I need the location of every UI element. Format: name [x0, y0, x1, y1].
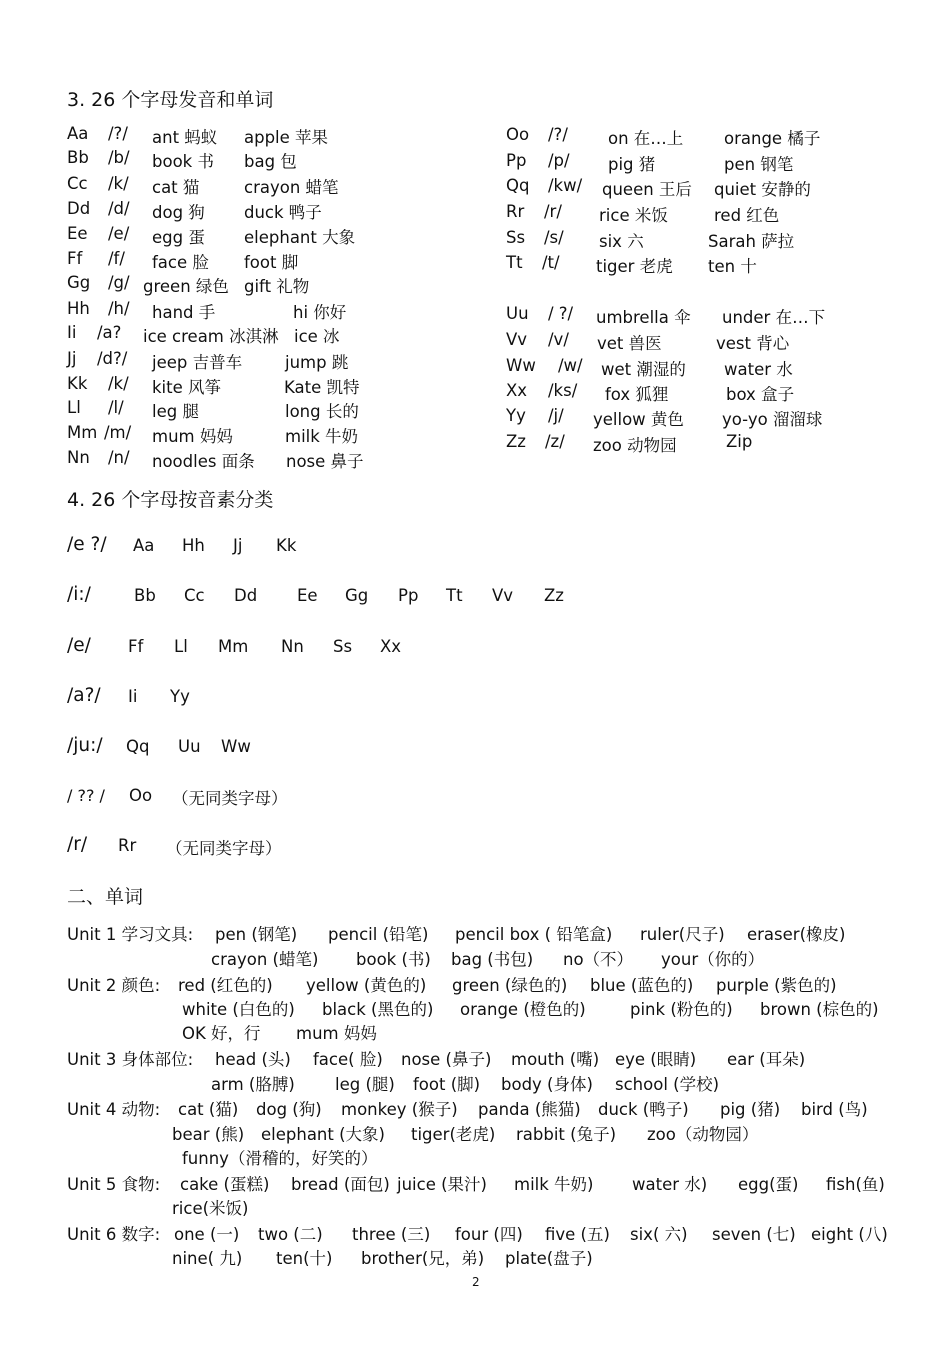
unit-2-word-1-3: pink (粉色的) — [630, 1000, 733, 1019]
letters-right-r7-c1: /v/ — [548, 330, 569, 349]
phoneme-letter-1-7: Vv — [492, 586, 514, 605]
unit-6-word-0-6: seven (七) — [712, 1225, 796, 1244]
letters-right-r6-c0: Uu — [506, 304, 529, 323]
letters-left-r7-c0: Hh — [67, 299, 90, 318]
letters-left-r4-c2: egg 蛋 — [152, 228, 205, 247]
unit-1-word-0-2: pencil box ( 铅笔盒) — [455, 925, 613, 944]
unit-3-word-1-2: foot (脚) — [413, 1075, 481, 1094]
letters-right-r7-c0: Vv — [506, 330, 528, 349]
letters-right-r6-c1: / ?/ — [548, 304, 574, 323]
phoneme-sound-3: /a?/ — [67, 685, 101, 706]
letters-left-r0-c2: ant 蚂蚁 — [152, 128, 218, 147]
letters-left-r10-c2: kite 风筝 — [152, 378, 222, 397]
letters-left-r2-c0: Cc — [67, 174, 88, 193]
unit-5-word-0-2: juice (果汁) — [397, 1175, 487, 1194]
phoneme-letter-2-5: Xx — [380, 637, 402, 656]
letters-left-r9-c3: jump 跳 — [285, 353, 349, 372]
unit-2-word-0-0: red (红色的) — [178, 976, 273, 995]
letters-right-r2-c3: quiet 安静的 — [714, 180, 811, 199]
letters-right-r0-c3: orange 橘子 — [724, 129, 821, 148]
letters-right-r1-c3: pen 钢笔 — [724, 155, 794, 174]
unit-3-word-1-3: body (身体) — [501, 1075, 593, 1094]
unit-2-word-2-1: mum 妈妈 — [296, 1024, 377, 1043]
unit-label-2: Unit 2 颜色: — [67, 976, 161, 995]
unit-2-word-0-4: purple (紫色的) — [716, 976, 837, 995]
letters-left-r4-c3: elephant 大象 — [244, 228, 356, 247]
unit-4-word-1-3: rabbit (兔子) — [516, 1125, 617, 1144]
phoneme-sound-5: / ?? / — [67, 786, 105, 805]
letters-right-r7-c3: vest 背心 — [716, 334, 790, 353]
unit-6-word-0-0: one (一) — [174, 1225, 240, 1244]
phoneme-letter-4-1: Uu — [178, 737, 201, 756]
letters-right-r0-c0: Oo — [506, 125, 530, 144]
unit-3-word-1-0: arm (胳膊) — [211, 1075, 295, 1094]
letters-left-r13-c1: /n/ — [108, 448, 130, 467]
letters-left-r12-c2: mum 妈妈 — [152, 427, 233, 446]
phoneme-letter-1-6: Tt — [446, 586, 463, 605]
letters-left-r8-c1: /a? — [97, 323, 122, 342]
letters-right-r5-c0: Tt — [506, 253, 523, 272]
letters-right-r10-c3: yo-yo 溜溜球 — [722, 410, 823, 429]
page-number: 2 — [472, 1275, 480, 1289]
unit-6-word-0-4: five (五) — [545, 1225, 610, 1244]
phoneme-note-6: （无同类字母） — [166, 839, 282, 858]
letters-left-r11-c1: /l/ — [108, 398, 124, 417]
letters-left-r5-c2: face 脸 — [152, 253, 209, 272]
unit-6-word-0-1: two (二) — [258, 1225, 323, 1244]
unit-5-word-1-0: rice(米饭) — [172, 1199, 249, 1218]
letters-left-r12-c3: milk 牛奶 — [285, 427, 359, 446]
letters-left-r5-c1: /f/ — [108, 249, 125, 268]
letters-left-r7-c3: hi 你好 — [293, 303, 347, 322]
letters-right-r0-c2: on 在…上 — [608, 129, 684, 148]
letters-right-r11-c1: /z/ — [545, 432, 565, 451]
phoneme-sound-4: /ju:/ — [67, 735, 103, 756]
phoneme-letter-4-0: Qq — [126, 737, 150, 756]
unit-3-word-0-1: face( 脸) — [313, 1050, 383, 1069]
phoneme-sound-6: /r/ — [67, 834, 88, 855]
letters-right-r11-c0: Zz — [506, 432, 526, 451]
letters-right-r4-c2: six 六 — [599, 232, 644, 251]
letters-left-r8-c0: Ii — [67, 323, 77, 342]
letters-right-r8-c3: water 水 — [724, 360, 793, 379]
unit-3-word-0-4: eye (眼睛) — [615, 1050, 697, 1069]
letters-left-r6-c2: green 绿色 — [143, 277, 229, 296]
letters-left-r8-c2: ice cream 冰淇淋 — [143, 327, 279, 346]
phoneme-letter-2-2: Mm — [218, 637, 249, 656]
letters-left-r10-c0: Kk — [67, 374, 88, 393]
unit-4-word-1-2: tiger(老虎) — [411, 1125, 496, 1144]
unit-3-word-0-5: ear (耳朵) — [727, 1050, 806, 1069]
letters-right-r9-c3: box 盒子 — [726, 385, 795, 404]
unit-2-word-2-0: OK 好，行 — [182, 1024, 261, 1043]
letters-left-r5-c3: foot 脚 — [244, 253, 299, 272]
letters-right-r9-c1: /ks/ — [548, 381, 578, 400]
unit-1-word-0-0: pen (钢笔) — [215, 925, 298, 944]
letters-right-r2-c0: Qq — [506, 176, 530, 195]
unit-1-word-0-1: pencil (铅笔) — [328, 925, 429, 944]
letters-left-r3-c1: /d/ — [108, 199, 130, 218]
unit-label-3: Unit 3 身体部位: — [67, 1050, 194, 1069]
letters-right-r10-c2: yellow 黄色 — [593, 410, 684, 429]
unit-3-word-0-2: nose (鼻子) — [401, 1050, 492, 1069]
letters-left-r8-c3: ice 冰 — [294, 327, 340, 346]
letters-left-r13-c0: Nn — [67, 448, 90, 467]
unit-6-word-0-2: three (三) — [352, 1225, 431, 1244]
unit-4-word-0-2: monkey (猴子) — [341, 1100, 458, 1119]
phoneme-letter-3-1: Yy — [170, 687, 190, 706]
unit-4-word-0-4: duck (鸭子) — [598, 1100, 689, 1119]
section-heading-phonemes: 4. 26 个字母按音素分类 — [67, 489, 274, 511]
phoneme-letter-1-0: Bb — [134, 586, 156, 605]
phoneme-letter-6-0: Rr — [118, 836, 137, 855]
section-heading-letters: 3. 26 个字母发音和单词 — [67, 89, 274, 111]
phoneme-letter-1-4: Gg — [345, 586, 369, 605]
letters-left-r6-c0: Gg — [67, 273, 91, 292]
unit-2-word-0-1: yellow (黄色的) — [306, 976, 427, 995]
unit-2-word-0-2: green (绿色的) — [452, 976, 568, 995]
unit-1-word-0-4: eraser(橡皮) — [747, 925, 846, 944]
letters-left-r2-c2: cat 猫 — [152, 178, 200, 197]
letters-right-r3-c2: rice 米饭 — [599, 206, 668, 225]
unit-label-6: Unit 6 数字: — [67, 1225, 161, 1244]
letters-left-r6-c1: /g/ — [108, 273, 130, 292]
letters-right-r3-c1: /r/ — [544, 202, 562, 221]
unit-5-word-0-1: bread (面包) — [291, 1175, 390, 1194]
unit-3-word-1-4: school (学校) — [615, 1075, 720, 1094]
phoneme-letter-1-3: Ee — [297, 586, 318, 605]
phoneme-letter-2-1: Ll — [174, 637, 188, 656]
letters-left-r2-c3: crayon 蜡笔 — [244, 178, 339, 197]
unit-5-word-0-4: water 水) — [632, 1175, 708, 1194]
unit-2-word-0-3: blue (蓝色的) — [590, 976, 694, 995]
letters-left-r0-c1: /?/ — [108, 124, 128, 143]
letters-left-r4-c1: /e/ — [108, 224, 130, 243]
letters-left-r13-c2: noodles 面条 — [152, 452, 255, 471]
letters-left-r7-c1: /h/ — [108, 299, 130, 318]
unit-1-word-1-4: your（你的） — [661, 950, 765, 969]
letters-right-r5-c2: tiger 老虎 — [596, 257, 673, 276]
phoneme-letter-0-2: Jj — [233, 536, 243, 555]
unit-1-word-1-1: book (书) — [356, 950, 431, 969]
letters-right-r0-c1: /?/ — [548, 125, 568, 144]
unit-1-word-0-3: ruler(尺子) — [640, 925, 725, 944]
unit-5-word-0-3: milk 牛奶) — [514, 1175, 594, 1194]
letters-right-r10-c0: Yy — [506, 406, 526, 425]
phoneme-letter-3-0: Ii — [128, 687, 138, 706]
unit-1-word-1-3: no（不） — [563, 950, 634, 969]
letters-left-r9-c1: /d?/ — [97, 349, 128, 368]
unit-label-1: Unit 1 学习文具: — [67, 925, 194, 944]
phoneme-letter-0-1: Hh — [182, 536, 205, 555]
letters-left-r7-c2: hand 手 — [152, 303, 216, 322]
letters-right-r5-c3: ten 十 — [708, 257, 757, 276]
letters-right-r8-c1: /w/ — [558, 356, 583, 375]
unit-6-word-0-3: four (四) — [455, 1225, 523, 1244]
unit-4-word-2-0: funny（滑稽的，好笑的） — [182, 1149, 378, 1168]
section-heading-words: 二、单词 — [67, 886, 144, 908]
letters-right-r2-c2: queen 王后 — [602, 180, 692, 199]
letters-left-r0-c0: Aa — [67, 124, 89, 143]
letters-left-r3-c2: dog 狗 — [152, 203, 205, 222]
unit-2-word-1-4: brown (棕色的) — [760, 1000, 879, 1019]
unit-6-word-1-1: ten(十) — [276, 1249, 333, 1268]
letters-right-r11-c3: Zip — [726, 432, 753, 451]
unit-2-word-1-1: black (黑色的) — [322, 1000, 434, 1019]
letters-left-r3-c0: Dd — [67, 199, 91, 218]
phoneme-letter-1-8: Zz — [544, 586, 564, 605]
unit-4-word-0-0: cat (猫) — [178, 1100, 239, 1119]
unit-4-word-1-4: zoo（动物园） — [647, 1125, 759, 1144]
letters-right-r9-c2: fox 狐狸 — [605, 385, 669, 404]
unit-6-word-1-2: brother(兄，弟) — [361, 1249, 485, 1268]
phoneme-letter-5-0: Oo — [129, 786, 153, 805]
letters-left-r1-c1: /b/ — [108, 148, 130, 167]
unit-2-word-1-0: white (白色的) — [182, 1000, 295, 1019]
unit-4-word-0-6: bird (鸟) — [801, 1100, 868, 1119]
unit-4-word-0-3: panda (熊猫) — [478, 1100, 581, 1119]
letters-left-r11-c3: long 长的 — [285, 402, 359, 421]
letters-left-r1-c2: book 书 — [152, 152, 214, 171]
letters-right-r1-c2: pig 猪 — [608, 155, 656, 174]
letters-right-r4-c0: Ss — [506, 228, 526, 247]
phoneme-sound-1: /i:/ — [67, 584, 91, 605]
letters-right-r4-c3: Sarah 萨拉 — [708, 232, 795, 251]
phoneme-letter-1-1: Cc — [184, 586, 205, 605]
unit-1-word-1-2: bag (书包) — [451, 950, 534, 969]
unit-label-4: Unit 4 动物: — [67, 1100, 161, 1119]
letters-right-r6-c2: umbrella 伞 — [596, 308, 691, 327]
phoneme-note-5: （无同类字母） — [172, 789, 288, 808]
letters-right-r10-c1: /j/ — [548, 406, 564, 425]
phoneme-letter-1-5: Pp — [398, 586, 419, 605]
unit-6-word-0-7: eight (八) — [811, 1225, 888, 1244]
letters-right-r6-c3: under 在…下 — [722, 308, 826, 327]
letters-left-r0-c3: apple 苹果 — [244, 128, 329, 147]
unit-6-word-1-3: plate(盘子) — [505, 1249, 593, 1268]
letters-left-r11-c0: Ll — [67, 398, 81, 417]
letters-right-r9-c0: Xx — [506, 381, 528, 400]
unit-4-word-1-0: bear (熊) — [172, 1125, 245, 1144]
letters-left-r9-c0: Jj — [67, 349, 77, 368]
letters-left-r4-c0: Ee — [67, 224, 88, 243]
letters-left-r10-c3: Kate 凯特 — [284, 378, 360, 397]
unit-5-word-0-0: cake (蛋糕) — [180, 1175, 270, 1194]
letters-right-r8-c0: Ww — [506, 356, 536, 375]
letters-right-r8-c2: wet 潮湿的 — [601, 360, 686, 379]
phoneme-sound-2: /e/ — [67, 635, 91, 656]
letters-left-r11-c2: leg 腿 — [152, 402, 199, 421]
letters-right-r2-c1: /kw/ — [548, 176, 583, 195]
letters-left-r13-c3: nose 鼻子 — [286, 452, 364, 471]
letters-right-r1-c1: /p/ — [548, 151, 570, 170]
unit-4-word-0-5: pig (猪) — [720, 1100, 781, 1119]
letters-left-r10-c1: /k/ — [108, 374, 129, 393]
unit-label-5: Unit 5 食物: — [67, 1175, 161, 1194]
letters-left-r6-c3: gift 礼物 — [244, 277, 310, 296]
unit-6-word-0-5: six( 六) — [630, 1225, 688, 1244]
unit-3-word-0-3: mouth (嘴) — [511, 1050, 600, 1069]
unit-3-word-1-1: leg (腿) — [335, 1075, 395, 1094]
phoneme-letter-2-4: Ss — [333, 637, 353, 656]
letters-right-r3-c3: red 红色 — [714, 206, 780, 225]
letters-left-r5-c0: Ff — [67, 249, 83, 268]
letters-right-r4-c1: /s/ — [544, 228, 564, 247]
letters-left-r12-c0: Mm — [67, 423, 98, 442]
letters-right-r5-c1: /t/ — [542, 253, 560, 272]
unit-4-word-1-1: elephant (大象) — [261, 1125, 385, 1144]
letters-left-r1-c3: bag 包 — [244, 152, 297, 171]
phoneme-letter-4-2: Ww — [221, 737, 251, 756]
letters-right-r3-c0: Rr — [506, 202, 525, 221]
phoneme-letter-0-3: Kk — [276, 536, 297, 555]
unit-5-word-0-5: egg(蛋) — [738, 1175, 799, 1194]
phoneme-letter-2-0: Ff — [128, 637, 144, 656]
unit-1-word-1-0: crayon (蜡笔) — [211, 950, 319, 969]
unit-3-word-0-0: head (头) — [215, 1050, 291, 1069]
unit-6-word-1-0: nine( 九) — [172, 1249, 243, 1268]
phoneme-sound-0: /e ?/ — [67, 534, 107, 555]
letters-left-r3-c3: duck 鸭子 — [244, 203, 322, 222]
phoneme-letter-2-3: Nn — [281, 637, 304, 656]
unit-2-word-1-2: orange (橙色的) — [460, 1000, 586, 1019]
letters-right-r7-c2: vet 兽医 — [597, 334, 662, 353]
unit-5-word-0-6: fish(鱼) — [826, 1175, 885, 1194]
letters-right-r1-c0: Pp — [506, 151, 527, 170]
letters-left-r1-c0: Bb — [67, 148, 89, 167]
phoneme-letter-0-0: Aa — [133, 536, 155, 555]
letters-right-r11-c2: zoo 动物园 — [593, 436, 677, 455]
phoneme-letter-1-2: Dd — [234, 586, 258, 605]
letters-left-r12-c1: /m/ — [104, 423, 132, 442]
unit-4-word-0-1: dog (狗) — [256, 1100, 322, 1119]
letters-left-r2-c1: /k/ — [108, 174, 129, 193]
letters-left-r9-c2: jeep 吉普车 — [152, 353, 243, 372]
